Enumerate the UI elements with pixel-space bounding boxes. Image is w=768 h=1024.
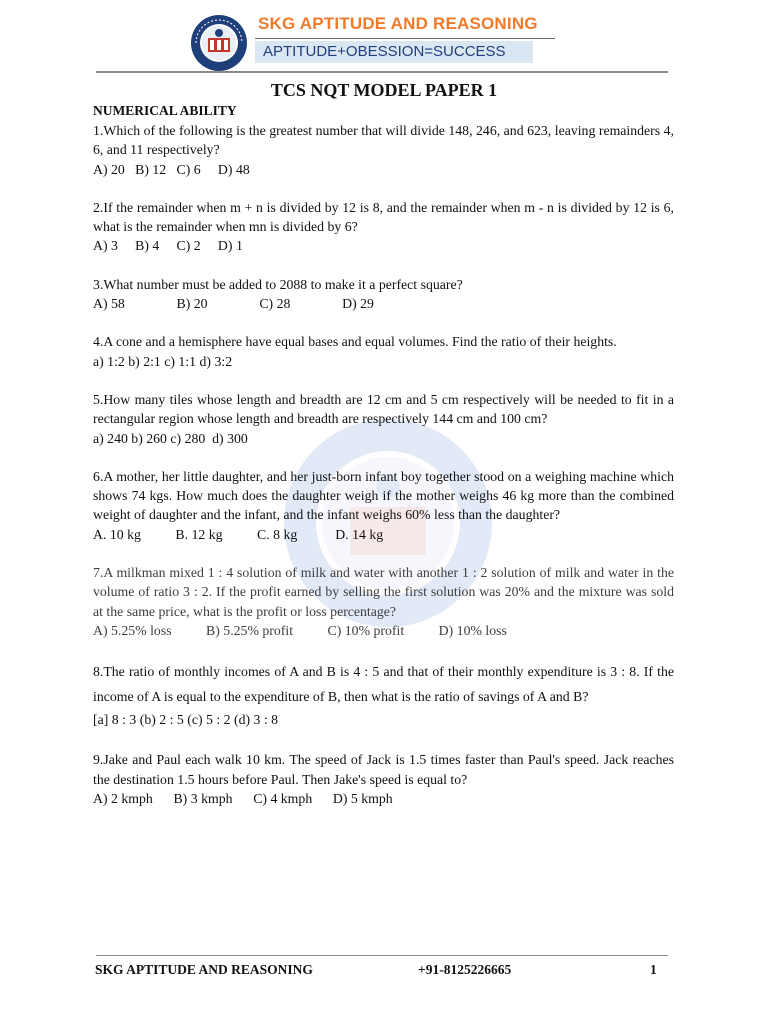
question-list (93, 121, 674, 827)
question-6 (93, 467, 674, 544)
question-text: 1.Which of the following is the greatest number that will divide 148, 246, and 623, leaving remainders 4, 6, and 11 respectively? (93, 123, 674, 158)
footer-phone: +91-8125226665 (418, 962, 512, 977)
question-3 (93, 275, 674, 314)
question-7 (93, 563, 674, 640)
question-options: [a] 8 : 3 (b) 2 : 5 (c) 5 : 2 (d) 3 : 8 (93, 712, 279, 728)
paper-title: TCS NQT MODEL PAPER 1 (270, 80, 498, 100)
question-options: a) 1:2 b) 2:1 c) 1:1 d) 3:2 (93, 353, 233, 369)
question-text: 7.A milkman mixed 1 : 4 solution of milk and water with another 1 : 2 solution of milk and water in the volume of ratio 3 : 2. If the profit earned by selling the first solution was 20% and the mixture was sold at the same price, what is the profit or loss percentage? (93, 565, 674, 619)
footer-brand: SKG APTITUDE AND REASONING (95, 962, 313, 977)
skg-logo (190, 14, 248, 72)
question-text: 6.A mother, her little daughter, and her just-born infant boy together stood on a weighing machine which shows 74 kgs. How much does the daughter weigh if the mother weighs 46 kg more than the combined weight of daughter and the infant, and the infant weighs 60% less than the daughter? (93, 468, 674, 523)
question-options: A) 2 kmph B) 3 kmph C) 4 kmph D) 5 kmph (93, 790, 393, 806)
page-number: 1 (650, 962, 657, 977)
question-text: 8.The ratio of monthly incomes of A and B is 4 : 5 and that of their monthly expenditure is 3 : 8. If the income of A is equal to the expenditure of B, then what is the ratio of savings of A and B? (93, 664, 674, 705)
question-2 (93, 198, 674, 256)
question-options: a) 240 b) 260 c) 280 d) 300 (93, 430, 248, 446)
question-options: A) 3 B) 4 C) 2 D) 1 (93, 238, 243, 254)
question-options: A) 58 B) 20 C) 28 D) 29 (93, 296, 374, 312)
question-options: A. 10 kg B. 12 kg C. 8 kg D. 14 kg (93, 526, 384, 542)
question-text: 4.A cone and a hemisphere have equal bases and equal volumes. Find the ratio of their heights. (93, 334, 617, 350)
question-9 (93, 750, 674, 808)
question-5 (93, 390, 674, 448)
brand-divider (255, 38, 555, 39)
question-text: 5.How many tiles whose length and breadth are 12 cm and 5 cm respectively will be needed to fit in a rectangular region whose length and breadth are respectively 144 cm and 100 cm? (93, 391, 674, 427)
question-options: A) 20 B) 12 C) 6 D) 48 (93, 161, 250, 177)
brand-name: SKG APTITUDE AND REASONING (258, 14, 538, 33)
header-rule (96, 71, 668, 73)
section-heading: NUMERICAL ABILITY (93, 103, 237, 118)
question-options: A) 5.25% loss B) 5.25% profit C) 10% profit D) 10% loss (93, 622, 507, 638)
question-4 (93, 332, 674, 371)
question-text: 3.What number must be added to 2088 to make it a perfect square? (93, 276, 463, 292)
question-8 (93, 659, 674, 731)
question-text: 9.Jake and Paul each walk 10 km. The speed of Jack is 1.5 times faster than Paul's speed. Jack reaches the destination 1.5 hours before Paul. Then Jake's speed is equal to? (93, 752, 674, 787)
footer-rule (96, 955, 668, 956)
question-1 (93, 121, 674, 179)
question-text: 2.If the remainder when m + n is divided by 12 is 8, and the remainder when m - n is divided by 12 is 6, what is the remainder when mn is divided by 6? (93, 199, 674, 235)
tagline: APTITUDE+OBESSION=SUCCESS (255, 41, 533, 63)
